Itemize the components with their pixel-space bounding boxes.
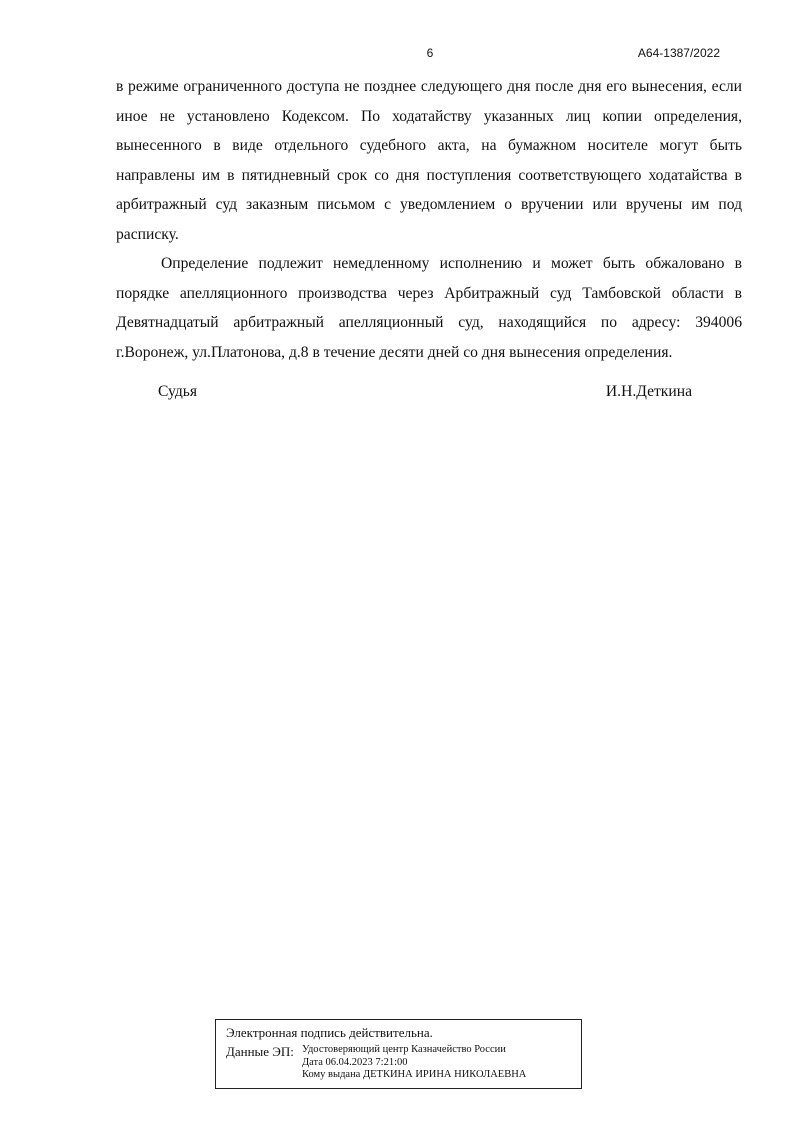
ep-title: Электронная подпись действительна. bbox=[226, 1025, 433, 1040]
ep-details bbox=[302, 1044, 526, 1082]
electronic-signature-stamp bbox=[215, 1019, 582, 1089]
ep-date: Дата 06.04.2023 7:21:00 bbox=[302, 1056, 408, 1068]
page-number: 6 bbox=[426, 46, 434, 60]
ep-data-row bbox=[226, 1044, 581, 1082]
document-body bbox=[116, 72, 742, 367]
ep-label: Данные ЭП: bbox=[226, 1044, 294, 1059]
ep-issued-to: Кому выдана ДЕТКИНА ИРИНА НИКОЛАЕВНА bbox=[302, 1069, 527, 1080]
ep-issuer: Удостоверяющий центр Казначейство России bbox=[302, 1044, 506, 1055]
paragraph-appeal-notice: Определение подлежит немедленному исполнению и может быть обжаловано в порядке апелляционного производства через Арбитражный суд Тамбовской области в Девятнадцатый арбитражный апелляционный суд, находящийся по адресу: 394006 г.Воронеж, ул.Платонова, д.8 в течение десяти дней со дня вынесения определения. bbox=[116, 255, 742, 361]
signature-name: И.Н.Деткина bbox=[605, 383, 692, 400]
case-number: А64-1387/2022 bbox=[637, 46, 720, 60]
signature-role: Судья bbox=[158, 383, 198, 400]
paragraph-continuation: в режиме ограниченного доступа не позднее следующего дня после дня его вынесения, если иное не установлено Кодексом. По ходатайству указанных лиц копии определения, вынесенного в виде отдельного судебного акта, на бумажном носителе могут быть направлены им в пятидневный срок со дня поступления соответствующего ходатайства в арбитражный суд заказным письмом с уведомлением о вручении или вручены им под расписку. bbox=[116, 78, 742, 243]
signature-block bbox=[158, 381, 692, 403]
